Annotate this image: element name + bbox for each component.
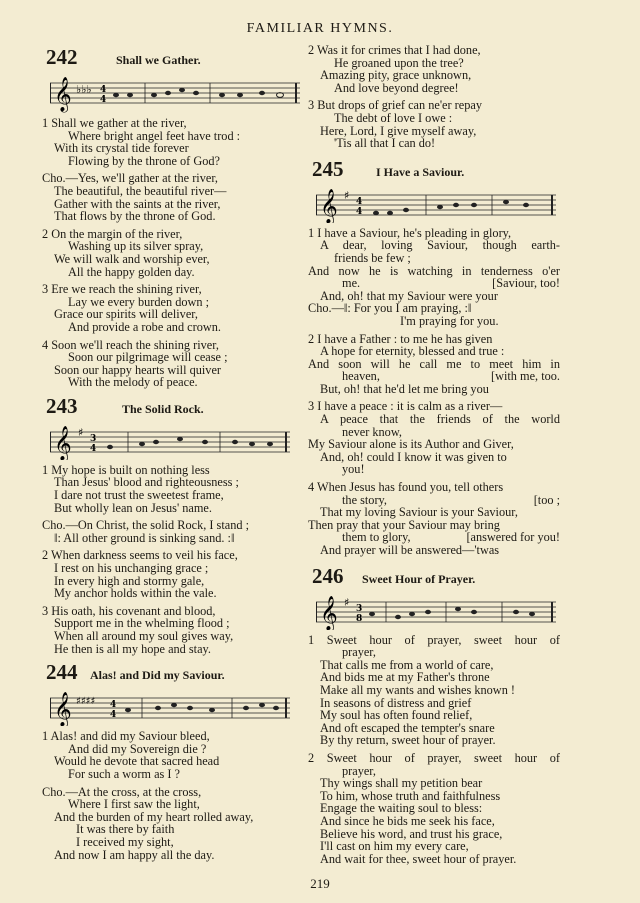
verse-2: 2 When darkness seems to veil his face, I rest on his unchanging grace ; In every high and stormy gale, My anchor holds within the vale.	[42, 548, 238, 601]
hymn-number: 243	[46, 393, 78, 418]
svg-text:♯: ♯	[344, 188, 350, 202]
svg-text:8: 8	[356, 613, 363, 624]
verse-2: 2 On the margin of the river, Washing up its silver spray, We will walk and worship ever, All the happy golden day.	[42, 226, 210, 279]
hymn-245	[308, 156, 560, 557]
music-staff-icon	[50, 422, 290, 460]
hymn-number: 242	[46, 45, 78, 69]
left-column	[42, 44, 304, 861]
verse-4: 4 When Jesus has found you, tell others the story, [too ; That my loving Saviour is your Saviour, Then pray that your Saviour may bring them to glory, [answered for you! And prayer will be answered—'twas	[308, 480, 560, 557]
hymn-244-continued	[308, 44, 560, 150]
svg-text:𝄞: 𝄞	[54, 425, 72, 460]
hymn-title: Alas! and Did my Saviour.	[90, 668, 225, 683]
chorus: Cho.—On Christ, the solid Rock, I stand ; ‖: All other ground is sinking sand. :‖	[42, 518, 249, 545]
svg-text:𝄞: 𝄞	[54, 77, 72, 112]
svg-text:4: 4	[110, 710, 117, 721]
chorus: Cho.—At the cross, at the cross, Where I first saw the light, And the burden of my heart rolled away, It was there by faith I received my sight, And now I am happy all the day.	[42, 784, 254, 862]
right-column	[308, 44, 560, 865]
music-staff-icon	[50, 688, 290, 726]
music-staff-icon	[316, 592, 556, 630]
svg-text:𝄞: 𝄞	[54, 692, 72, 727]
verse-2: 2 Sweet hour of prayer, sweet hour of prayer, Thy wings shall my petition bear To him, whose truth and faithfulness Engage the waiting soul to bless: And since he bids me seek his face, Believe his word, and trust his grace, I'll cast on him my every care, And wait for thee, sweet hour of prayer.	[308, 750, 560, 866]
chorus: Cho.—Yes, we'll gather at the river, The beautiful, the beautiful river— Gather with the saints at the river, That flows by the throne of God.	[42, 171, 227, 224]
hymn-title: Shall we Gather.	[116, 53, 201, 67]
verse-3: 3 Ere we reach the shining river, Lay we every burden down ; Grace our spirits will deliver, And provide a robe and crown.	[42, 282, 221, 334]
verse-1: 1 My hope is built on nothing less Than Jesus' blood and righteousness ; I dare not trust the sweetest frame, But wholly lean on Jesus' name.	[42, 462, 239, 515]
page-number: 219	[310, 876, 330, 891]
hymn-number: 245	[312, 156, 344, 181]
svg-text:4: 4	[90, 443, 97, 454]
svg-text:4: 4	[100, 95, 107, 105]
verse-3: 3 His oath, his covenant and blood, Support me in the whelming flood ; When all around my soul gives way, He then is all my hope and stay.	[42, 603, 234, 656]
svg-text:♯: ♯	[344, 595, 350, 609]
hymn-title: I Have a Saviour.	[376, 164, 465, 179]
music-staff-icon	[316, 185, 556, 223]
verse-3: 3 I have a peace : it is calm as a river— A peace that the friends of the world never know, My Saviour alone is its Author and Giver, And, oh! could I know it was given to you!	[308, 399, 560, 477]
hymn-number: 246	[312, 563, 344, 588]
hymn-243	[42, 393, 304, 655]
svg-text:3: 3	[90, 433, 97, 444]
verse-1: 1 Shall we gather at the river, Where bright angel feet have trod : With its crystal tide forever Flowing by the throne of God?	[42, 116, 241, 168]
verse-1: 1 Sweet hour of prayer, sweet hour of prayer, That calls me from a world of care, And bids me at my Father's throne Make all my wants and wishes known ! In seasons of distress and grief My soul has often found relief, And oft escaped the tempter's snare By thy return, sweet hour of prayer.	[308, 632, 560, 748]
running-header: FAMILIAR HYMNS.	[246, 21, 394, 36]
hymn-number: 244	[46, 660, 78, 685]
hymn-246	[308, 563, 560, 866]
svg-text:4: 4	[356, 206, 363, 217]
hymn-244	[42, 659, 304, 861]
hymn-title: The Solid Rock.	[122, 401, 204, 416]
verse-2: 2 I have a Father : to me he has given A hope for eternity, blessed and true : And soon will he call me to meet him in heaven, [with me, too. But, oh! that he'd let me bring you	[308, 331, 560, 396]
svg-text:♯: ♯	[78, 425, 84, 439]
svg-text:3: 3	[356, 603, 363, 614]
svg-text:4: 4	[356, 196, 363, 207]
music-staff-icon	[50, 73, 300, 113]
svg-text:𝄞: 𝄞	[320, 595, 338, 630]
verse-1: 1 Alas! and did my Saviour bleed, And did my Sovereign die ? Would he devote that sacred head For such a worm as I ?	[42, 729, 220, 781]
chorus: Cho.—‖: For you I am praying, :‖ I'm praying for you.	[308, 301, 499, 328]
verse-1: 1 I have a Saviour, he's pleading in glory, A dear, loving Saviour, though earth- friends be few ; And now he is watching in tenderness o'er me. [Saviour, too! And, oh! that my Saviour were your	[308, 225, 560, 303]
svg-text:𝄞: 𝄞	[320, 188, 338, 223]
svg-text:4: 4	[110, 700, 117, 711]
svg-text:♯♯♯♯: ♯♯♯♯	[76, 696, 96, 708]
verse-4: 4 Soon we'll reach the shining river, Soon our pilgrimage will cease ; Soon our happy hearts will quiver With the melody of peace.	[42, 337, 228, 390]
svg-text:4: 4	[100, 85, 107, 95]
verse-2: 2 Was it for crimes that I had done, He groaned upon the tree? Amazing pity, grace unknown, And love beyond degree!	[308, 43, 481, 95]
hymn-242	[42, 44, 304, 389]
verse-3: 3 But drops of grief can ne'er repay The debt of love I owe : Here, Lord, I give myself away, 'Tis all that I can do!	[308, 98, 482, 151]
svg-text:♭♭♭: ♭♭♭	[76, 83, 92, 96]
hymn-title: Sweet Hour of Prayer.	[362, 571, 476, 586]
